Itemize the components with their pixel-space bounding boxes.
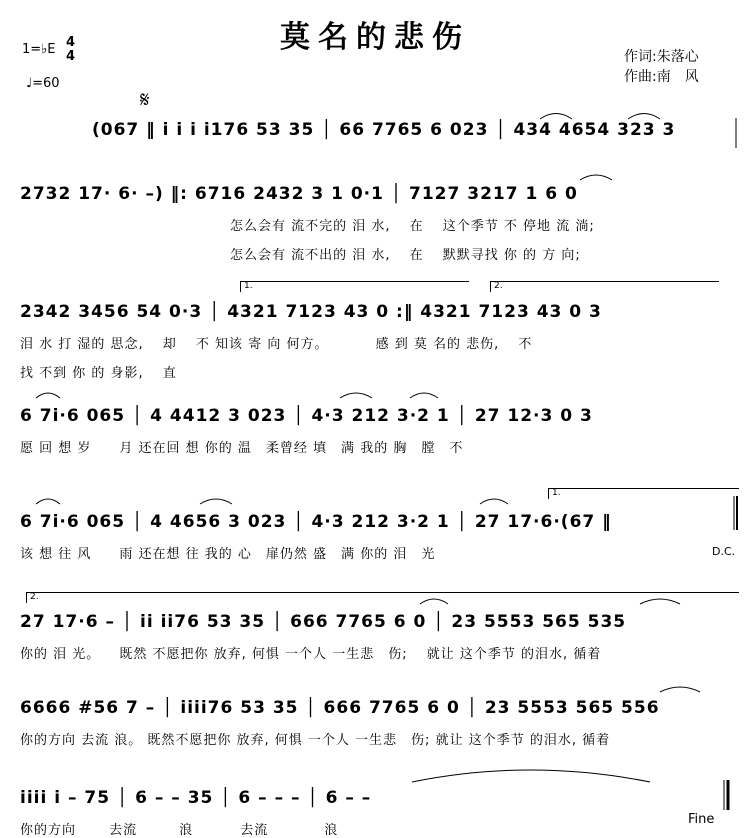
- lyric-row-2-verse-1: 怎么会有 流不完的 泪 水, 在 这个季节 不 停地 流 淌;: [230, 219, 595, 234]
- slur-9: [480, 499, 508, 504]
- slur-3: [580, 175, 612, 180]
- notation-row-8: iiii i – 75 │ 6 – – 35 │ 6 – – – │ 6 – –: [20, 788, 372, 808]
- lyric-row-5: 该 想 往 风 雨 还在想 往 我的 心 扉仍然 盛 满 你的 泪 光: [20, 547, 436, 562]
- slur-5: [340, 393, 372, 398]
- notation-row-7: 6666 #56 7 – │ iiii76 53 35 │ 666 7765 6 0 │ 23 5553 565 556: [20, 698, 660, 718]
- lyric-row-2-verse-2: 怎么会有 流不出的 泪 水, 在 默默寻找 你 的 方 向;: [230, 248, 581, 263]
- notation-row-4: 6 7i·6 065 │ 4 4412 3 023 │ 4·3 212 3·2 1 │ 27 12·3 0 3: [20, 406, 593, 426]
- slur-7: [36, 499, 60, 504]
- slur-6: [410, 393, 438, 398]
- slur-8: [200, 499, 232, 504]
- lyric-row-4: 愿 回 想 岁 月 还在回 想 你的 温 柔曾经 填 满 我的 胸 膛 不: [20, 441, 464, 456]
- volta-1-label-row-5: 1.: [552, 488, 561, 498]
- song-title: 莫名的悲伤: [280, 20, 470, 55]
- notation-row-1: (067 ‖ i i i i176 53 35 │ 66 7765 6 023 │ 434 4654 323 3: [92, 120, 676, 140]
- lyric-row-6: 你的 泪 光。 既然 不愿把你 放弃, 何惧 一个人 一生悲 伤; 就让 这个季节 的泪水, 循着: [20, 647, 602, 662]
- lyric-row-3-line-2: 找 不到 你 的 身影, 直: [20, 366, 177, 381]
- lyric-row-7: 你的方向 去流 浪。 既然不愿把你 放弃, 何惧 一个人 一生悲 伤; 就让 这个季节 的泪水, 循着: [20, 733, 611, 748]
- volta-2-label-row-6: 2.: [30, 592, 39, 602]
- notation-row-5: 6 7i·6 065 │ 4 4656 3 023 │ 4·3 212 3·2 1 │ 27 17·6·(67 ‖: [20, 512, 612, 532]
- volta-1-label: 1.: [244, 281, 253, 291]
- lyric-row-3-line-1: 泪 水 打 湿的 思念, 却 不 知该 寄 向 何方。 感 到 莫 名的 悲伤, 不: [20, 337, 533, 352]
- key-signature: 1=♭E: [22, 42, 56, 57]
- composer-credit: 作曲:南 风: [624, 69, 699, 85]
- slur-11: [640, 599, 680, 604]
- dc-marking: D.C.: [712, 545, 736, 558]
- notation-row-3: 2342 3456 54 0·3 │ 4321 7123 43 0 :‖ 4321 7123 43 0 3: [20, 302, 602, 322]
- slur-4: [36, 393, 60, 398]
- slur-12: [660, 687, 700, 692]
- segno-icon: 𝄋: [140, 88, 150, 113]
- fine-marking: Fine: [688, 812, 715, 827]
- lyric-row-8: 你的方向 去流 浪 去流 浪: [20, 823, 339, 838]
- notation-row-2: 2732 17· 6· –) ‖: 6716 2432 3 1 0·1 │ 7127 3217 1 6 0: [20, 184, 578, 204]
- slur-2: [628, 114, 660, 120]
- time-signature: 4 4: [66, 35, 76, 64]
- lyricist-credit: 作词:朱落心: [624, 49, 699, 65]
- slur-1: [540, 114, 572, 120]
- notation-row-6: 27 17·6 – │ ii ii76 53 35 │ 666 7765 6 0 │ 23 5553 565 535: [20, 612, 627, 632]
- tie-long: [412, 770, 650, 782]
- slur-10: [420, 599, 448, 604]
- volta-2-label: 2.: [494, 281, 503, 291]
- tempo-marking: ♩=60: [26, 76, 60, 91]
